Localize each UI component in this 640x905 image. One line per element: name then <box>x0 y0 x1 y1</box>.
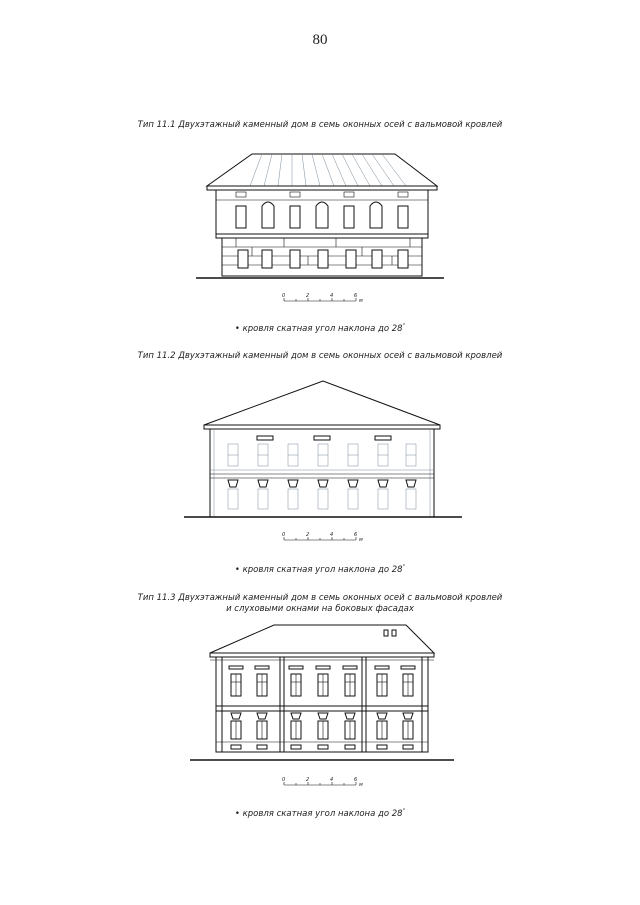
type-11-1-note-text: • кровля скатная угол наклона до 28 <box>234 323 403 334</box>
scale-tick-0: 0 <box>282 777 286 783</box>
type-11-2-caption: Тип 11.2 Двухэтажный каменный дом в семь оконных осей с вальмовой кровлей <box>137 351 503 361</box>
page-number: 80 <box>312 32 328 48</box>
scale-unit: м <box>359 782 363 788</box>
type-11-3-caption-line1: Тип 11.3 Двухэтажный каменный дом в семь оконных осей с вальмовой кровлей <box>137 593 503 603</box>
scale-tick-2: 2 <box>306 532 310 538</box>
type-11-2-note-text: • кровля скатная угол наклона до 28 <box>234 564 403 575</box>
scale-tick-2: 2 <box>306 777 310 783</box>
scale-tick-0: 0 <box>282 293 286 299</box>
scale-tick-0: 0 <box>282 532 286 538</box>
scale-tick-4: 4 <box>330 777 334 783</box>
type-11-3-note <box>0 808 640 819</box>
scale-tick-6: 6 <box>354 532 358 538</box>
degree-mark: ° <box>402 808 406 814</box>
degree-mark: ° <box>402 323 406 329</box>
type-11-3-note-text: • кровля скатная угол наклона до 28 <box>234 808 403 819</box>
degree-mark: ° <box>402 564 406 570</box>
scale-tick-6: 6 <box>354 777 358 783</box>
scale-tick-4: 4 <box>330 532 334 538</box>
scale-tick-6: 6 <box>354 293 358 299</box>
type-11-3-caption-line2: и слуховыми окнами на боковых фасадах <box>226 604 414 614</box>
scale-unit: м <box>359 298 363 304</box>
scale-tick-4: 4 <box>330 293 334 299</box>
scale-bar-3 <box>282 777 363 788</box>
scale-unit: м <box>359 537 363 543</box>
type-11-1-caption: Тип 11.1 Двухэтажный каменный дом в семь оконных осей с вальмовой кровлей <box>137 120 503 130</box>
scale-tick-2: 2 <box>306 293 310 299</box>
